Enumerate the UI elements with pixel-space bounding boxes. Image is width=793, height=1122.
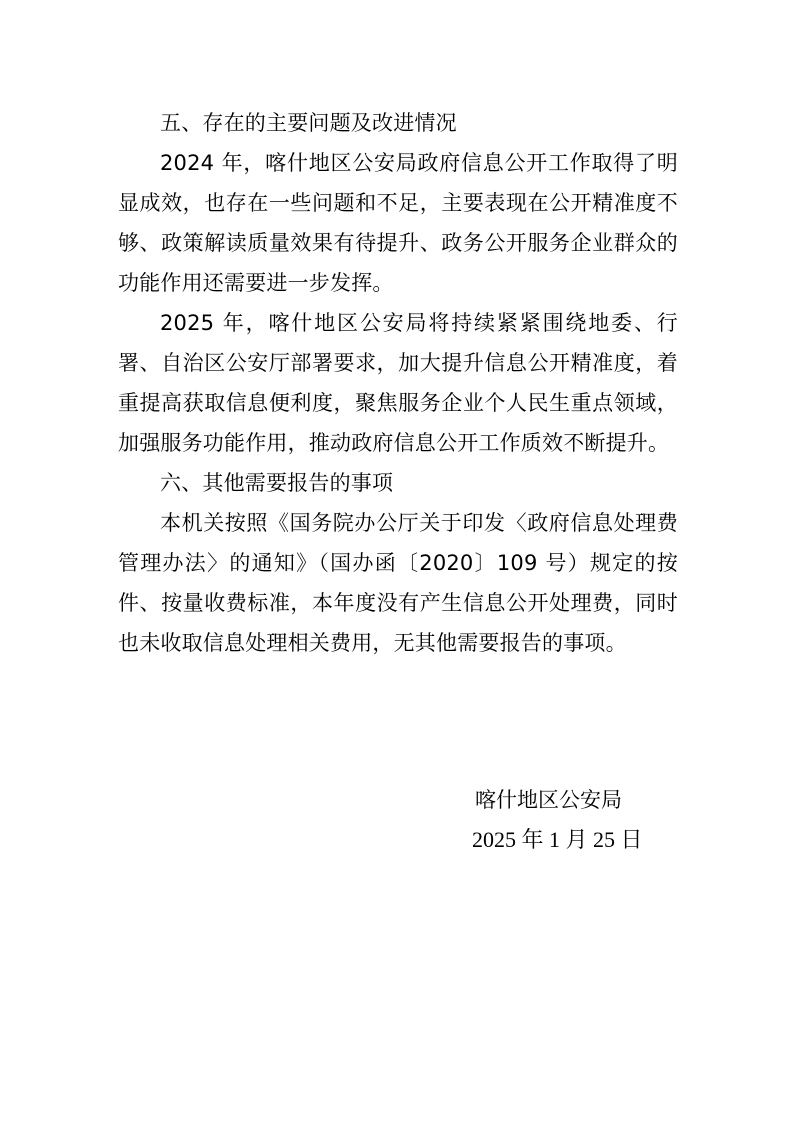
signature-date: 2025 年 1 月 25 日	[472, 827, 643, 852]
section-5-paragraph-2: 2025 年，喀什地区公安局将持续紧紧围绕地委、行署、自治区公安厅部署要求，加大提升信息公开精准度，着重提高获取信息便利度，聚焦服务企业个人民生重点领域，加强服务功能作用，推动政府信息公开工作质效不断提升。	[118, 311, 678, 455]
section-5-heading: 五、存在的主要问题及改进情况	[160, 111, 457, 135]
signature-block	[472, 780, 692, 860]
section-5-paragraph-1: 2024 年，喀什地区公安局政府信息公开工作取得了明显成效，也存在一些问题和不足，主要表现在公开精准度不够、政策解读质量效果有待提升、政务公开服务企业群众的功能作用还需要进一步发挥。	[118, 151, 678, 295]
signature-organization: 喀什地区公安局	[475, 788, 622, 812]
section-6-paragraph-1: 本机关按照《国务院办公厅关于印发〈政府信息处理费管理办法〉的通知》（国办函〔2020〕109 号）规定的按件、按量收费标准，本年度没有产生信息公开处理费，同时也未收取信息处理相关费用，无其他需要报告的事项。	[118, 511, 678, 655]
section-6-heading: 六、其他需要报告的事项	[160, 471, 394, 495]
document-body	[118, 103, 678, 663]
